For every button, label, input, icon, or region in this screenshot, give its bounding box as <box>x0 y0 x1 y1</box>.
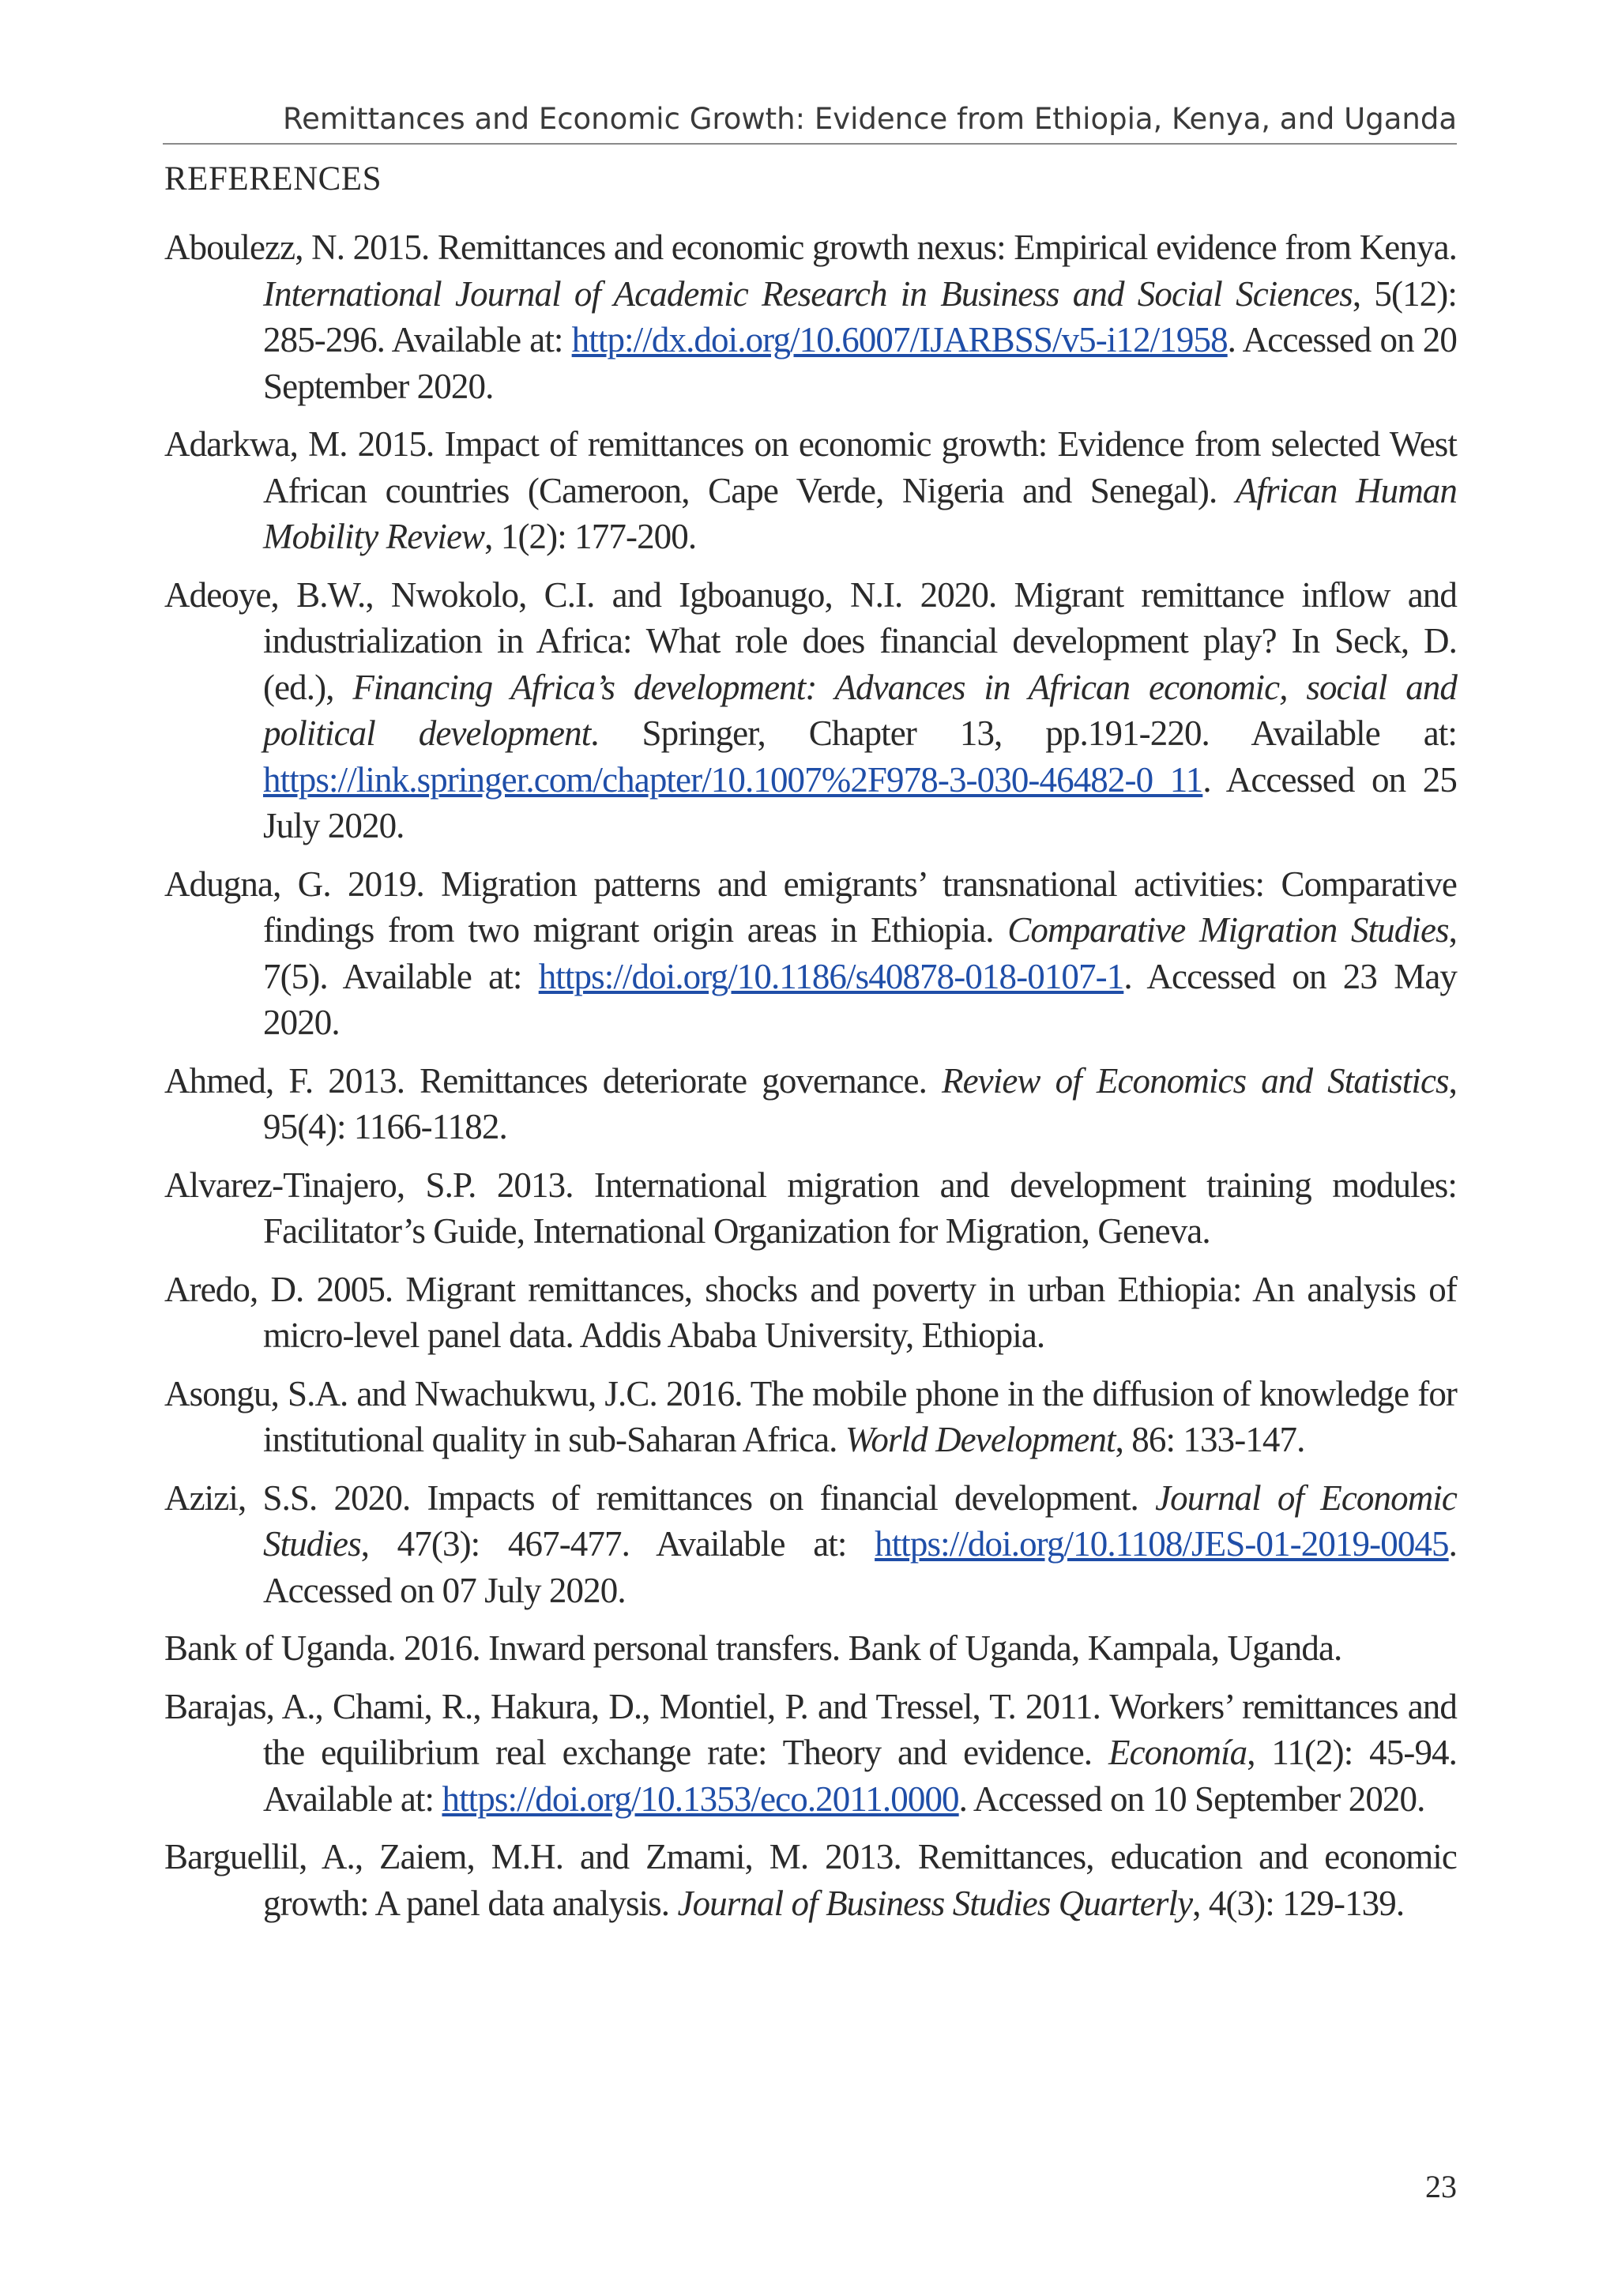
page-number: 23 <box>1425 2169 1457 2204</box>
reference-item: Azizi, S.S. 2020. Impacts of remittances on financial development. Journal of Economic Studies, 47(3): 467-477. Available at: https://doi.org/10.1108/JES-01-2019-0045. Accessed on 07 July 2020. <box>164 1477 1457 1610</box>
reference-item: Asongu, S.A. and Nwachukwu, J.C. 2016. The mobile phone in the diffusion of knowledge for institutional quality in sub-Saharan Africa. World Development, 86: 133-147. <box>164 1373 1457 1459</box>
reference-item: Aboulezz, N. 2015. Remittances and economic growth nexus: Empirical evidence from Kenya. International Journal of Academic Research in Business and Social Sciences, 5(12): 285-296. Available at: http://dx.doi.org/10.6007/IJARBSS/v5-i12/1958. Accessed on 20 September 2020. <box>164 228 1457 406</box>
references-heading: REFERENCES <box>164 160 382 198</box>
reference-link[interactable]: http://dx.doi.org/10.6007/IJARBSS/v5-i12/1958 <box>571 320 1228 359</box>
reference-item: Alvarez-Tinajero, S.P. 2013. International migration and development training modules: Facilitator’s Guide, International Organization for Migration, Geneva. <box>164 1165 1457 1251</box>
reference-item: Aredo, D. 2005. Migrant remittances, shocks and poverty in urban Ethiopia: An analysis of micro-level panel data. Addis Ababa University, Ethiopia. <box>164 1269 1457 1355</box>
reference-item: Ahmed, F. 2013. Remittances deteriorate governance. Review of Economics and Statistics, 95(4): 1166-1182. <box>164 1060 1457 1146</box>
reference-item: Adeoye, B.W., Nwokolo, C.I. and Igboanugo, N.I. 2020. Migrant remittance inflow and industrialization in Africa: What role does financial development play? In Seck, D. (ed.), Financing Africa’s development: Advances in African economic, social and political development. Springer, Chapter 13, pp.191-220. Available at: https://link.springer.com/chapter/10.1007%2F978-3-030-46482-0_11. Accessed on 25 July 2020. <box>164 574 1457 845</box>
reference-item: Bank of Uganda. 2016. Inward personal transfers. Bank of Uganda, Kampala, Uganda. <box>164 1628 1342 1668</box>
reference-link[interactable]: https://doi.org/10.1186/s40878-018-0107-1 <box>538 956 1124 996</box>
reference-list <box>164 224 1457 1938</box>
reference-item: Adarkwa, M. 2015. Impact of remittances on economic growth: Evidence from selected West African countries (Cameroon, Cape Verde, Nigeria and Senegal). African Human Mobility Review, 1(2): 177-200. <box>164 424 1457 556</box>
reference-link[interactable]: https://doi.org/10.1108/JES-01-2019-0045 <box>875 1524 1449 1564</box>
reference-item: Barguellil, A., Zaiem, M.H. and Zmami, M. 2013. Remittances, education and economic growth: A panel data analysis. Journal of Business Studies Quarterly, 4(3): 129-139. <box>164 1837 1457 1923</box>
reference-item: Barajas, A., Chami, R., Hakura, D., Montiel, P. and Tressel, T. 2011. Workers’ remittances and the equilibrium real exchange rate: Theory and evidence. Economía, 11(2): 45-94. Available at: https://doi.org/10.1353/eco.2011.0000. Accessed on 10 September 2020. <box>164 1686 1457 1819</box>
running-header: Remittances and Economic Growth: Evidence from Ethiopia, Kenya, and Uganda <box>283 102 1457 136</box>
reference-link[interactable]: https://link.springer.com/chapter/10.1007%2F978-3-030-46482-0_11 <box>263 759 1203 800</box>
header-rule <box>163 143 1457 145</box>
reference-item: Adugna, G. 2019. Migration patterns and emigrants’ transnational activities: Comparative findings from two migrant origin areas in Ethiopia. Comparative Migration Studies, 7(5). Available at: https://doi.org/10.1186/s40878-018-0107-1. Accessed on 23 May 2020. <box>164 864 1457 1042</box>
reference-link[interactable]: https://doi.org/10.1353/eco.2011.0000 <box>442 1778 959 1819</box>
